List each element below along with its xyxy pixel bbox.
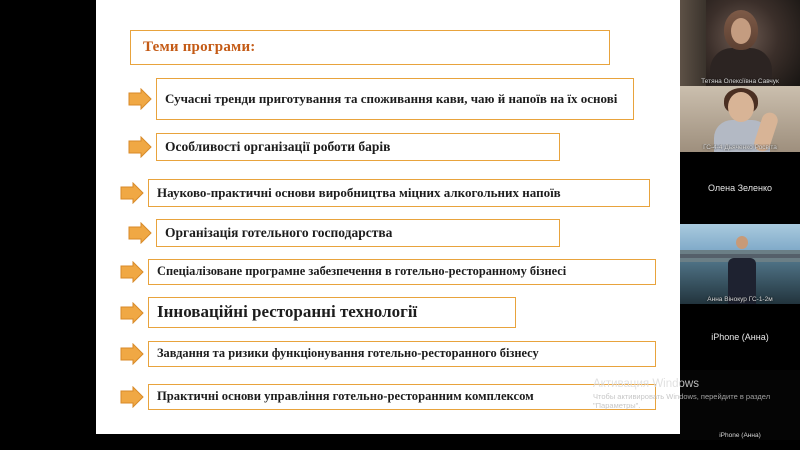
participant-head — [728, 92, 754, 122]
arrow-icon — [128, 222, 152, 244]
topic-box — [148, 179, 650, 207]
participant-face — [731, 18, 751, 44]
topic-box — [148, 341, 656, 367]
arrow-icon — [120, 261, 144, 283]
participant-name: Тетяна Олексіївна Савчук — [701, 78, 779, 85]
program-topic-row — [120, 297, 516, 328]
program-topic-row — [128, 219, 560, 247]
program-topic-row — [128, 78, 634, 120]
left-black-bar — [0, 0, 96, 450]
topic-text: Науково-практичні основи виробництва міцних алкогольних напоїв — [157, 185, 561, 201]
participant-name: Анна Вінокур ГС-1-2м — [707, 296, 773, 303]
topic-box — [156, 78, 634, 120]
topic-box — [148, 297, 516, 328]
topic-box — [156, 219, 560, 247]
arrow-icon — [120, 182, 144, 204]
program-topic-row — [120, 179, 650, 207]
bottom-black-bar — [0, 434, 680, 450]
topic-text: Організація готельного господарства — [165, 224, 393, 240]
background-decor — [680, 0, 706, 86]
topic-text: Особливості організації роботи барів — [165, 138, 391, 154]
windows-activation-watermark — [593, 378, 793, 411]
activation-subtitle: Чтобы активировать Windows, перейдите в раздел "Параметры". — [593, 392, 771, 411]
slide-title: Теми програми: — [143, 39, 256, 55]
arrow-icon — [120, 386, 144, 408]
participant-name: iPhone (Анна) — [711, 332, 769, 342]
arrow-icon — [120, 302, 144, 324]
activation-title: Активация Windows — [593, 378, 699, 390]
presentation-slide[interactable] — [96, 0, 680, 434]
topic-text: Спеціалізоване програмне забезпечення в готельно-ресторанному бізнесі — [157, 264, 567, 279]
participant-tile[interactable] — [680, 86, 800, 152]
arrow-icon — [128, 136, 152, 158]
program-topic-row — [120, 259, 656, 285]
participant-tile[interactable] — [680, 0, 800, 86]
arrow-icon — [128, 88, 152, 110]
program-topic-row — [120, 341, 656, 367]
participant-name: ГС-4-4 Дьяченко Росвіта — [703, 144, 777, 151]
topic-text: Інноваційні ресторанні технології — [157, 302, 418, 322]
topic-box — [156, 133, 560, 161]
participant-head — [736, 236, 748, 249]
program-topic-row — [128, 133, 560, 161]
topic-box — [148, 259, 656, 285]
topic-text: Сучасні тренди приготування та споживання кави, чаю й напоїв на їх основі — [165, 91, 618, 107]
participant-tile[interactable] — [680, 152, 800, 224]
arrow-icon — [120, 343, 144, 365]
participant-tile[interactable] — [680, 224, 800, 304]
program-topic-row — [120, 384, 656, 410]
slide-title-box — [130, 30, 610, 65]
topic-text: Завдання та ризики функціонування готельно-ресторанного бізнесу — [157, 346, 539, 361]
topic-box — [148, 384, 656, 410]
participant-name: iPhone (Анна) — [719, 432, 761, 439]
participant-tile[interactable] — [680, 304, 800, 370]
topic-text: Практичні основи управління готельно-ресторанним комплексом — [157, 389, 534, 404]
participant-name: Олена Зеленко — [707, 183, 773, 193]
